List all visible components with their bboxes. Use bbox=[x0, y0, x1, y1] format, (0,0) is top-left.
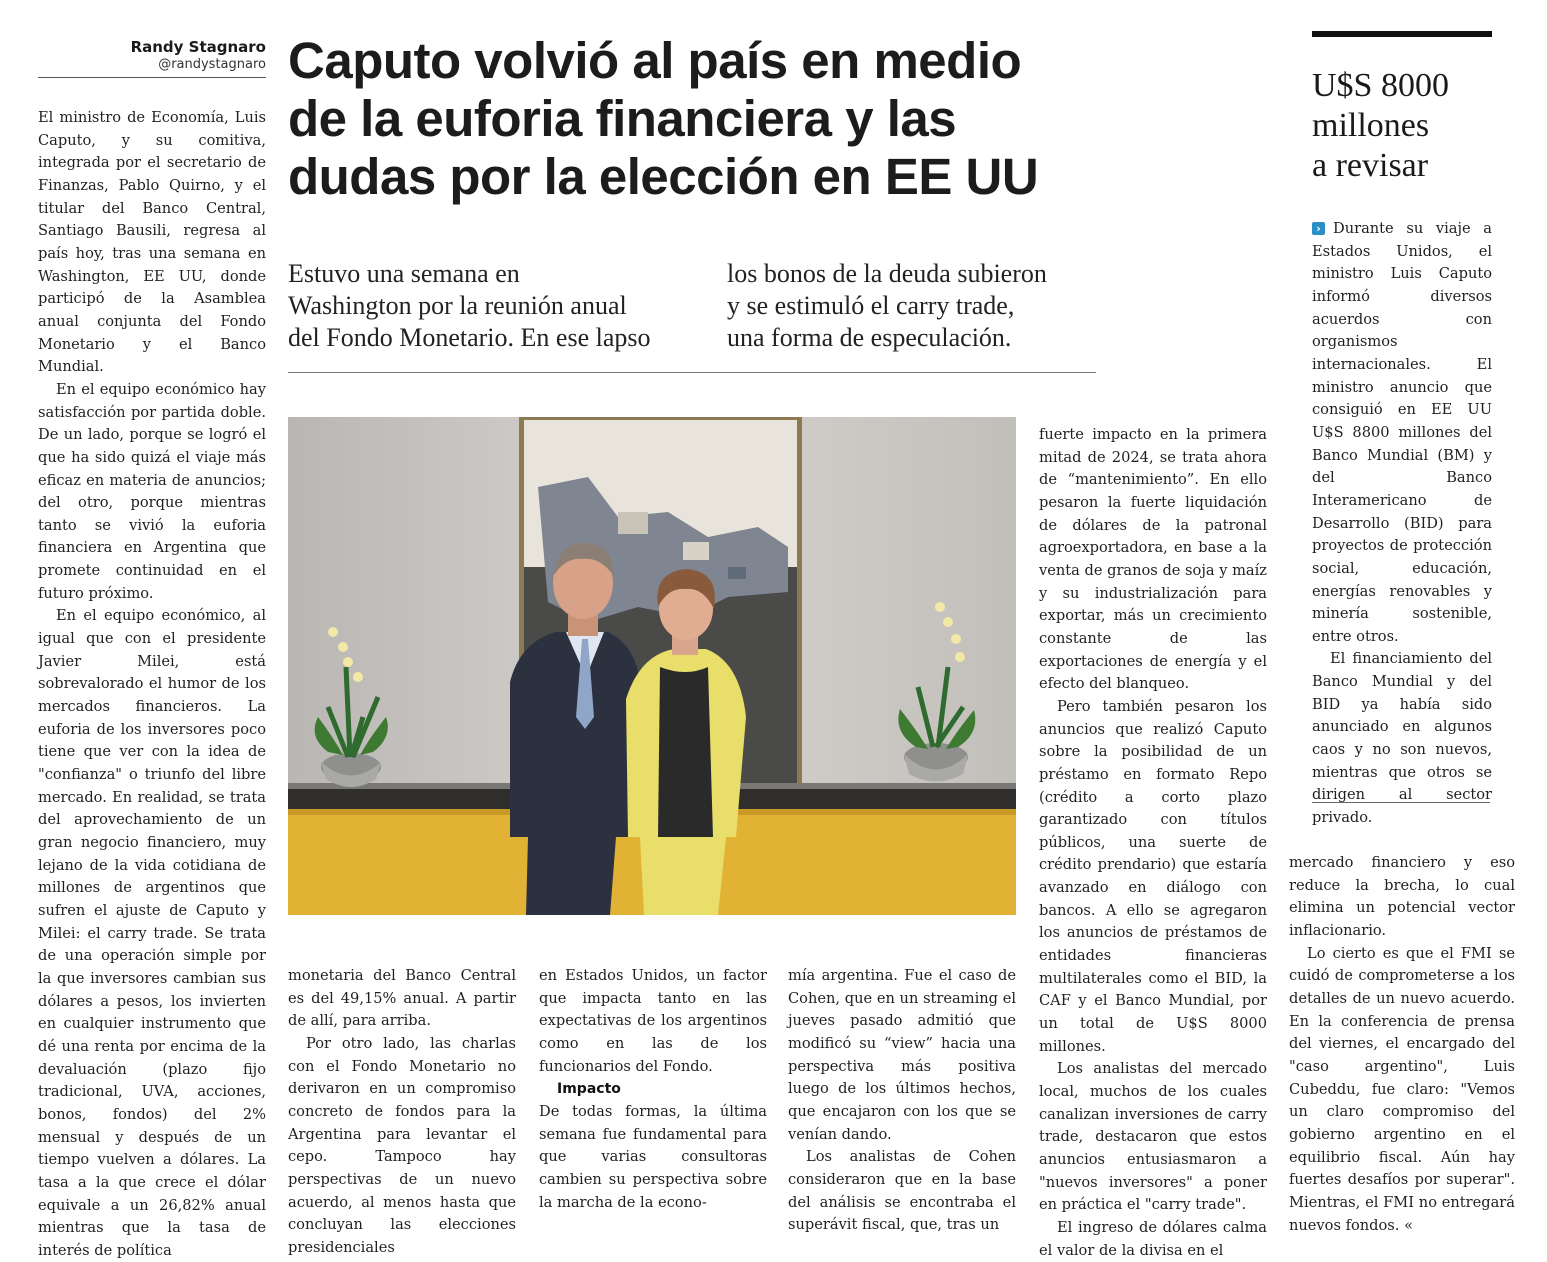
deck-line: los bonos de la deuda subieron bbox=[727, 259, 1047, 288]
headline-line: de la euforia financiera y las bbox=[288, 90, 957, 147]
headline-line: Caputo volvió al país en medio bbox=[288, 32, 1022, 89]
paragraph bbox=[1312, 218, 1492, 648]
sidebar-top-bar bbox=[1312, 31, 1492, 37]
paragraph: fuerte impacto en la primera mitad de 2024, se trata ahora de “mantenimiento”. En ello pesaron la fuerte liquidación de dólares de la patronal agroexportadora, en base a la venta de granos de soja y maíz y su industrialización para exportar, más un crecimiento constante de las exportaciones de energía y el efecto del blanqueo. bbox=[1039, 426, 1267, 693]
sidebar-divider bbox=[1312, 802, 1490, 803]
paragraph: El ingreso de dólares calma el valor de la divisa en el bbox=[1039, 1218, 1267, 1259]
paragraph: Lo cierto es que el FMI se cuidó de comprometerse a los detalles de un nuevo acuerdo. En la conferencia de prensa del viernes, el encargado del "caso argentino", Luis Cubeddu, fue claro: "Vemos un claro compromiso del gobierno argentino en el equilibrio fiscal. Aún hay fuertes desafíos por superar". Mientras, el FMI no entregará nuevos fondos. « bbox=[1289, 944, 1515, 1234]
article-column-4 bbox=[788, 965, 1016, 1237]
paragraph: En el equipo económico hay satisfacción por partida doble. De un lado, porque se logró el que ha sido quizá el viaje más eficaz en materia de anuncios; del otro, porque mientras tanto se vivió la euforia financiera en Argentina que promete continuidad en el futuro próximo. bbox=[38, 380, 266, 602]
paragraph: El financiamiento del Banco Mundial y del BID ya había sido anunciado en algunos caos y no son nuevos, mientras que otros se dirigen al sector privado. bbox=[1312, 650, 1492, 827]
byline-divider bbox=[38, 77, 266, 78]
paragraph: Pero también pesaron los anuncios que realizó Caputo sobre la posibilidad de un préstamo en formato Repo (crédito a corto plazo garantizado con títulos públicos, una suerte de crédito prendario) que estaría avanzado en diálogo con bancos. A ello se agregaron los anuncios de préstamos de entidades financieras multilaterales como el BID, la CAF y el Banco Mundial, por un total de U$S 8000 millones. bbox=[1039, 697, 1267, 1055]
deck-line: Estuvo una semana en bbox=[288, 259, 520, 288]
sidebar-title bbox=[1312, 66, 1512, 186]
article-column-3 bbox=[539, 965, 767, 1214]
paragraph: mercado financiero y eso reduce la brecha, lo cual elimina un potencial vector inflacionario. bbox=[1289, 854, 1515, 939]
sidebar-body bbox=[1312, 218, 1492, 830]
deck-line: una forma de especulación. bbox=[727, 323, 1012, 352]
article-column-5 bbox=[1039, 424, 1267, 1262]
paragraph: De todas formas, la última semana fue fundamental para que varias consultoras cambien su perspectiva sobre la marcha de la econo- bbox=[539, 1102, 767, 1211]
paragraph: Los analistas del mercado local, muchos de los cuales canalizan inversiones de carry trade, destacaron que estos anuncios entusiasmaron a "nuevos inversores" a poner en práctica el "carry trade". bbox=[1039, 1060, 1267, 1214]
article-column-6 bbox=[1289, 852, 1515, 1237]
article-photo bbox=[288, 417, 1016, 915]
headline bbox=[288, 32, 1118, 206]
paragraph: mía argentina. Fue el caso de Cohen, que en un streaming el jueves pasado admitió que modificó su “view” hacia una perspectiva más positiva luego de los últimos hechos, que encajaron con los que se venían dando. bbox=[788, 967, 1016, 1143]
article-column-1 bbox=[38, 107, 266, 1262]
author-handle: @randystagnaro bbox=[158, 57, 266, 72]
deck-line: y se estimuló el carry trade, bbox=[727, 291, 1015, 320]
deck-line: Washington por la reunión anual bbox=[288, 291, 627, 320]
paragraph: Los analistas de Cohen consideraron que en la base del análisis se encontraba el superávit fiscal, que, tras un bbox=[788, 1148, 1016, 1234]
paragraph: En el equipo económico, al igual que con el presidente Javier Milei, está sobrevalorado el humor de los mercados financieros. La euforia de los inversores poco tiene que ver con la idea de "confianza" o triunfo del libre mercado. En realidad, se trata del aprovechamiento de un gran negocio financiero, muy lejano de la vida cotidiana de millones de argentinos que sufren el ajuste de Caputo y Milei: el carry trade. Se trata de una operación simple por la que inversores cambian sus dólares a pesos, los invierten en cualquier instrumento que dé una renta por encima de la devaluación (plazo fijo tradicional, UVA, acciones, bonos, fondos) del 2% mensual y después de un tiempo vuelven a dólares. La tasa a la que crece el dólar equivale a un 26,82% anual mientras que la tasa de interés de política bbox=[38, 607, 266, 1259]
sidebar-paragraph-text: Durante su viaje a Estados Unidos, el ministro Luis Caputo informó diversos acuerdos con organismos internacionales. El ministro anuncio que consiguió en EE UU U$S 8800 millones del Banco Mundial (BM) y del Banco Interamericano de Desarrollo (BID) para proyectos de protección social, educación, energías renovables y minería sostenible, entre otros. bbox=[1312, 220, 1492, 645]
subheading: Impacto bbox=[557, 1081, 621, 1098]
author-name: Randy Stagnaro bbox=[130, 38, 266, 56]
paragraph: El ministro de Economía, Luis Caputo, y su comitiva, integrada por el secretario de Finanzas, Pablo Quirno, y el titular del Banco Central, Santiago Bausili, regresa al país hoy, tras una semana en Washington, EE UU, donde participó de la Asamblea anual conjunta del Fondo Monetario y el Banco Mundial. bbox=[38, 109, 266, 376]
paragraph: en Estados Unidos, un factor que impacta tanto en las expectativas de los argentinos como en las de los funcionarios del Fondo. bbox=[539, 967, 767, 1075]
deck-left bbox=[288, 258, 708, 354]
arrow-right-icon: › bbox=[1312, 222, 1325, 235]
sidebar-title-line: millones bbox=[1312, 107, 1430, 144]
sidebar-title-line: a revisar bbox=[1312, 147, 1429, 184]
paragraph: monetaria del Banco Central es del 49,15% anual. A partir de allí, para arriba. bbox=[288, 967, 516, 1030]
deck-line: del Fondo Monetario. En ese lapso bbox=[288, 323, 651, 352]
deck-right bbox=[727, 258, 1147, 354]
headline-line: dudas por la elección en EE UU bbox=[288, 148, 1039, 205]
sidebar-title-line: U$S 8000 bbox=[1312, 67, 1449, 104]
deck-divider bbox=[288, 372, 1096, 373]
article-column-2 bbox=[288, 965, 516, 1260]
paragraph: Por otro lado, las charlas con el Fondo Monetario no derivaron en un compromiso concreto de fondos para la Argentina para levantar el cepo. Tampoco hay perspectivas de un nuevo acuerdo, al menos hasta que concluyan las elecciones presidenciales bbox=[288, 1034, 516, 1256]
